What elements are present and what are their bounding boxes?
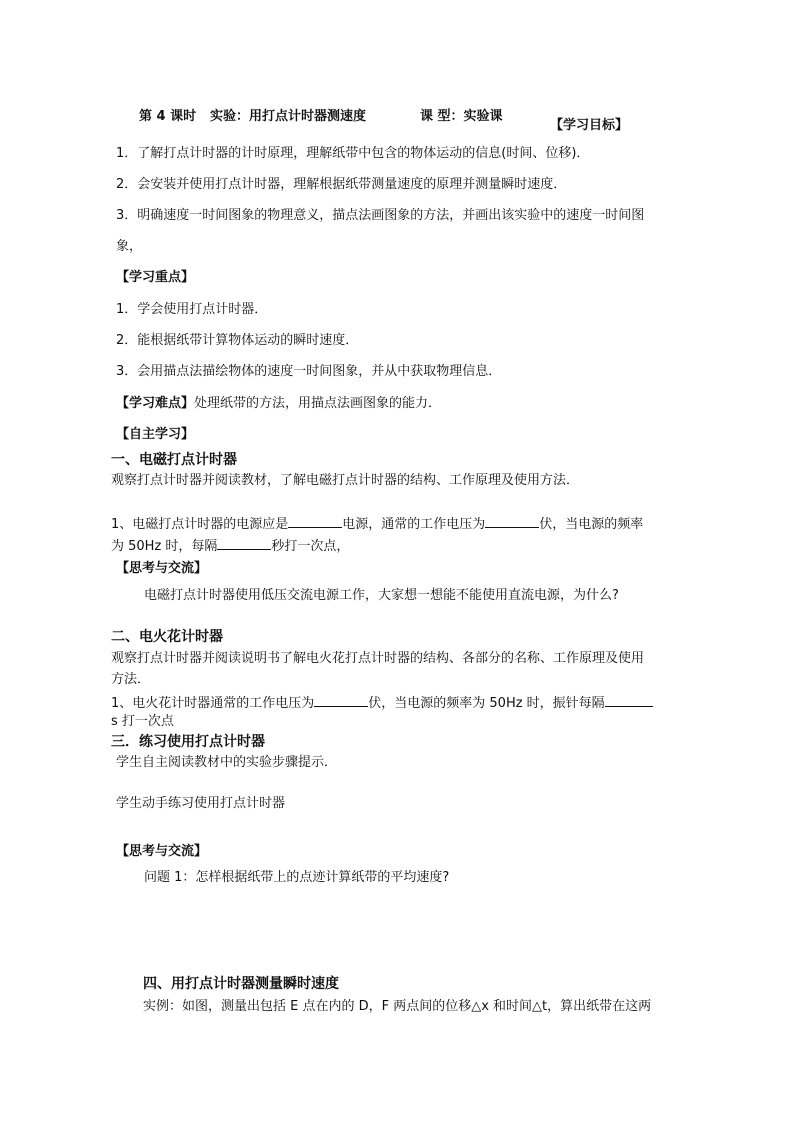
objective-item-3: 3．明确速度一时间图象的物理意义，描点法画图象的方法，并画出该实验中的速度一时间图 <box>116 208 645 223</box>
question-text: 伏，当电源的频率 <box>539 517 644 532</box>
section1-intro: 观察打点计时器并阅读教材，了解电磁打点计时器的结构、工作原理及使用方法． <box>111 473 580 488</box>
question-text: 1、电磁打点计时器的电源应是 <box>111 517 289 532</box>
section1-question1 <box>111 515 643 533</box>
section1-think-heading: 【思考与交流】 <box>116 561 208 576</box>
self-study-heading: 【自主学习】 <box>116 427 195 442</box>
lesson-type: 课 型：实验课 <box>420 109 503 124</box>
section4-heading: 四、用打点计时器测量瞬时速度 <box>143 976 339 992</box>
question-text: 为 50Hz 时，每隔 <box>111 539 218 554</box>
section4-example: 实例：如图，测量出包括 E 点在内的 D，F 两点间的位移△x 和时间△t，算出纸带在这两 <box>143 999 652 1014</box>
section3-question1: 问题 1：怎样根据纸带上的点迹计算纸带的平均速度? <box>144 870 450 885</box>
section3-text1: 学生自主阅读教材中的实验步骤提示． <box>116 755 338 770</box>
section3-text2: 学生动手练习使用打点计时器 <box>116 796 286 811</box>
lesson-number: 第 4 课时 <box>139 109 197 124</box>
section2-intro-cont: 方法． <box>111 672 151 687</box>
objectives-heading: 【学习目标】 <box>550 118 629 133</box>
answer-blank-interval[interactable] <box>605 694 653 707</box>
lesson-title: 实验：用打点计时器测速度 <box>210 109 367 124</box>
key-points-heading: 【学习重点】 <box>116 270 195 285</box>
section2-intro: 观察打点计时器并阅读说明书了解电火花打点计时器的结构、各部分的名称、工作原理及使用 <box>111 651 645 666</box>
answer-blank-interval[interactable] <box>217 537 271 550</box>
section2-heading: 二、电火花计时器 <box>111 629 223 645</box>
section3-heading: 三．练习使用打点计时器 <box>111 734 265 750</box>
section2-question1 <box>111 694 653 712</box>
section2-question1-cont: s 打一次点 <box>111 714 174 729</box>
objective-item-3-cont: 象， <box>116 239 143 254</box>
answer-blank-voltage[interactable] <box>485 515 539 528</box>
section1-question1-cont <box>111 537 349 555</box>
answer-blank-power-type[interactable] <box>288 515 342 528</box>
difficulties-heading: 【学习难点】 <box>116 396 195 411</box>
question-text: 电源，通常的工作电压为 <box>342 517 486 532</box>
key-point-item-3: 3．会用描点法描绘物体的速度一时间图象，并从中获取物理信息． <box>116 364 502 379</box>
section1-heading: 一、电磁打点计时器 <box>111 452 237 468</box>
difficulties-line <box>116 396 441 412</box>
question-text: 秒打一次点， <box>271 539 350 554</box>
difficulties-text: 处理纸带的方法，用描点法画图象的能力． <box>194 396 442 411</box>
question-text: 1、电火花计时器通常的工作电压为 <box>111 696 315 711</box>
objective-item-1: 1．了解打点计时器的计时原理，理解纸带中包含的物体运动的信息(时间、位移)． <box>116 146 590 161</box>
key-point-item-2: 2．能根据纸带计算物体运动的瞬时速度． <box>116 333 359 348</box>
key-point-item-1: 1．学会使用打点计时器． <box>116 302 268 317</box>
objective-item-2: 2．会安装并使用打点计时器，理解根据纸带测量速度的原理并测量瞬时速度． <box>116 177 567 192</box>
section1-think-text: 电磁打点计时器使用低压交流电源工作，大家想一想能不能使用直流电源，为什么? <box>144 588 619 603</box>
section3-think-heading: 【思考与交流】 <box>116 844 208 859</box>
answer-blank-voltage[interactable] <box>314 694 368 707</box>
question-text: 伏，当电源的频率为 50Hz 时，振针每隔 <box>368 696 605 711</box>
